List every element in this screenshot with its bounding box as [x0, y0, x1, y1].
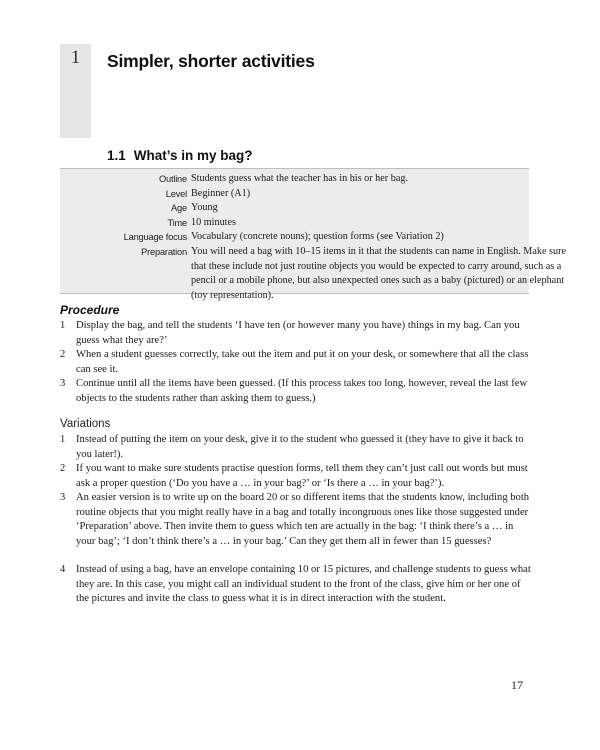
preparation-label: Preparation	[141, 247, 187, 257]
page-number: 17	[511, 678, 523, 692]
time-label: Time	[167, 217, 187, 228]
level-label: Level	[165, 188, 187, 199]
language-focus-label: Language focus	[123, 232, 187, 243]
item-text: Continue until all the items have been guessed. (If this process takes too long, however, reveal the last few objects to the students rather than asking them to guess.)	[76, 378, 528, 404]
item-text: If you want to make sure students practise question forms, tell them they can’t just call out words but must ask a proper question (‘Do you have a … in your bag?’ or ‘Is there a … in your bag?’).	[76, 463, 528, 489]
item-number: 2	[60, 349, 66, 360]
item-text: Instead of putting the item on your desk, give it to the student who guessed it (they have to give it back to you later!).	[76, 434, 524, 460]
item-number: 3	[60, 492, 66, 503]
section-title: What’s in my bag?	[133, 148, 253, 163]
variations-heading: Variations	[60, 418, 111, 430]
time-value: 10 minutes	[191, 216, 236, 228]
item-number: 1	[60, 320, 66, 331]
item-number: 4	[60, 564, 66, 575]
item-number: 3	[60, 378, 66, 389]
item-number: 2	[60, 463, 66, 474]
age-label: Age	[171, 203, 187, 214]
section-number: 1.1	[107, 148, 126, 163]
item-text: Instead of using a bag, have an envelope containing 10 or 15 pictures, and challenge students to guess what they are. In this case, you might call an individual student to the front of the class, give him or her one of the pictures and invite the class to guess what it is in direct interaction with the student.	[76, 564, 531, 605]
item-text: Display the bag, and tell the students ‘I have ten (or however many you have) things in my bag. Can you guess what they are?’	[76, 320, 520, 346]
procedure-heading: Procedure	[60, 303, 120, 317]
item-text: An easier version is to write up on the board 20 or so different items that the students know, including both routine objects that you might really have in a bag and totally incongruous ones like those suggested under ‘Preparation’ above. Then invite them to guess which ten are actually in the bag: ‘I think there’s a … in your bag’; ‘I don’t think there’s a … in your bag.’ Can they get them all in fewer than 15 guesses?	[76, 492, 530, 547]
item-text: When a student guesses correctly, take out the item and put it on your desk, or somewhere that all the class can see it.	[76, 349, 529, 375]
preparation-value: You will need a bag with 10–15 items in it that the students can name in English. Make sure that these include not just routine objects you would be expected to carry around, such as a pencil or a mobile phone, but also unexpected ones such as a baby (pictured) or an elephant (toy representation).	[191, 246, 566, 301]
section-heading	[107, 148, 253, 163]
activity-info-box	[60, 168, 566, 301]
outline-value: Students guess what the teacher has in his or her bag.	[191, 173, 408, 184]
age-value: Young	[191, 202, 218, 214]
level-value: Beginner (A1)	[191, 187, 251, 199]
language-focus-value: Vocabulary (concrete nouns); question forms (see Variation 2)	[191, 231, 444, 243]
outline-label: Outline	[158, 174, 187, 184]
item-number: 1	[60, 434, 66, 445]
chapter-title: Simpler, shorter activities	[107, 51, 315, 71]
chapter-number: 1	[70, 47, 81, 68]
